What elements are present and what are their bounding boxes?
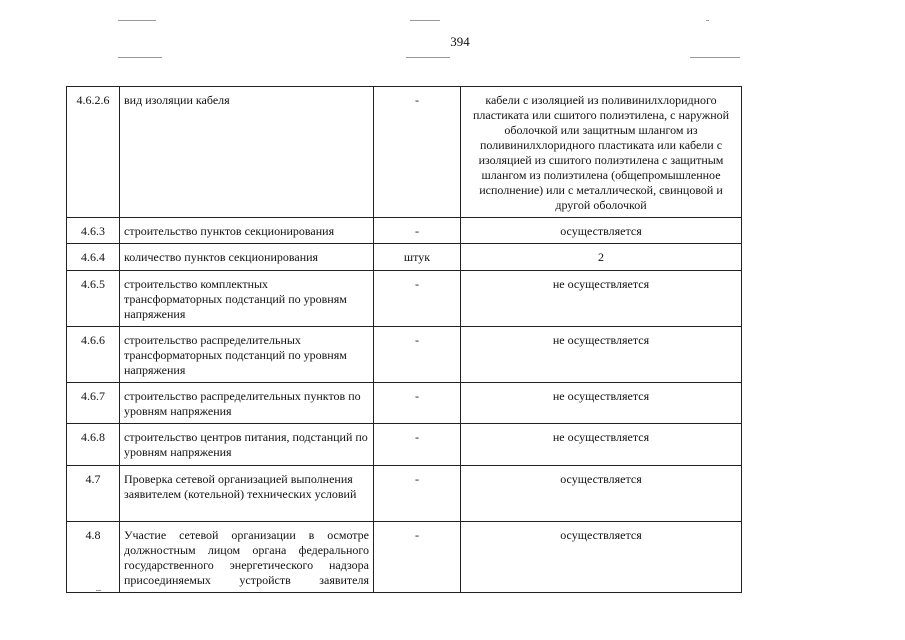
table-row bbox=[67, 244, 742, 271]
row-value: не осуществляется bbox=[461, 383, 742, 424]
row-unit: - bbox=[374, 466, 461, 522]
row-name: Проверка сетевой организацией выполнения заявителем (котельной) технических условий bbox=[120, 466, 374, 522]
row-number: 4.7 bbox=[67, 466, 120, 522]
row-unit: - bbox=[374, 87, 461, 218]
row-name: строительство центров питания, подстанций по уровням напряжения bbox=[120, 424, 374, 466]
scan-speck bbox=[118, 20, 156, 21]
row-unit: - bbox=[374, 271, 461, 327]
row-unit: штук bbox=[374, 244, 461, 271]
row-number: 4.8 bbox=[67, 522, 120, 593]
row-number: 4.6.4 bbox=[67, 244, 120, 271]
row-unit: - bbox=[374, 424, 461, 466]
scan-speck bbox=[690, 57, 740, 58]
row-name: строительство распределительных пунктов по уровням напряжения bbox=[120, 383, 374, 424]
row-value: не осуществляется bbox=[461, 424, 742, 466]
table-row bbox=[67, 271, 742, 327]
row-number: 4.6.6 bbox=[67, 327, 120, 383]
row-value: осуществляется bbox=[461, 218, 742, 244]
row-name: строительство распределительных трансформаторных подстанций по уровням напряжения bbox=[120, 327, 374, 383]
row-value: не осуществляется bbox=[461, 271, 742, 327]
row-name: вид изоляции кабеля bbox=[120, 87, 374, 218]
row-number: 4.6.8 bbox=[67, 424, 120, 466]
row-number: 4.6.2.6 bbox=[67, 87, 120, 218]
scan-speck bbox=[406, 57, 450, 58]
row-unit: - bbox=[374, 383, 461, 424]
row-unit: - bbox=[374, 218, 461, 244]
row-value: не осуществляется bbox=[461, 327, 742, 383]
row-number: 4.6.5 bbox=[67, 271, 120, 327]
table-row bbox=[67, 466, 742, 522]
scan-speck bbox=[410, 20, 440, 21]
row-value: кабели с изоляцией из поливинилхлоридного пластиката или сшитого полиэтилена, с наружной оболочкой или защитным шлангом из поливинилхлоридного пластиката или кабели с изоляцией из сшитого полиэтилена с защитным шлангом из полиэтилена (общепромышленное исполнение) или с металлической, свинцовой и другой оболочкой bbox=[461, 87, 742, 218]
scan-speck bbox=[118, 57, 162, 58]
table-row bbox=[67, 87, 742, 218]
row-name: строительство пунктов секционирования bbox=[120, 218, 374, 244]
technical-conditions-table bbox=[66, 86, 742, 593]
row-value: осуществляется bbox=[461, 522, 742, 593]
row-unit: - bbox=[374, 522, 461, 593]
table-row bbox=[67, 522, 742, 593]
row-name: строительство комплектных трансформаторных подстанций по уровням напряжения bbox=[120, 271, 374, 327]
table-row bbox=[67, 424, 742, 466]
row-number: 4.6.7 bbox=[67, 383, 120, 424]
row-unit: - bbox=[374, 327, 461, 383]
row-value: 2 bbox=[461, 244, 742, 271]
table-row bbox=[67, 327, 742, 383]
table-row bbox=[67, 383, 742, 424]
row-number: 4.6.3 bbox=[67, 218, 120, 244]
row-name: количество пунктов секционирования bbox=[120, 244, 374, 271]
scan-speck bbox=[706, 20, 709, 21]
row-name: Участие сетевой организации в осмотре должностным лицом органа федерального государственного энергетического надзора присоединяемых устройств заявителя bbox=[120, 522, 374, 593]
page-number: 394 bbox=[450, 34, 470, 49]
row-value: осуществляется bbox=[461, 466, 742, 522]
table-row bbox=[67, 218, 742, 244]
